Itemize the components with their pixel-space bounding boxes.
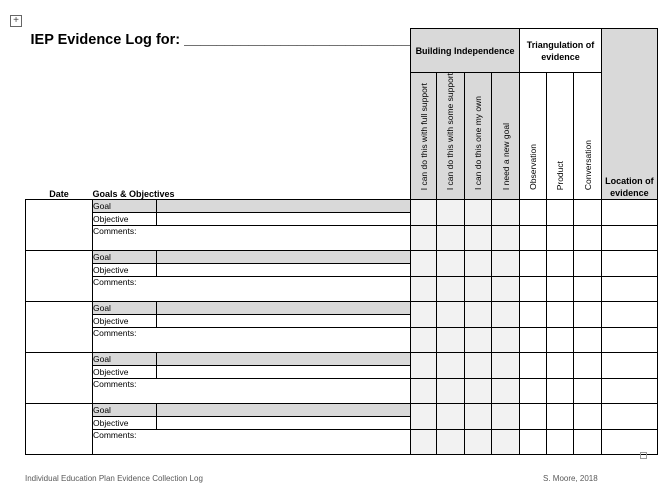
- comments-label: Comments:: [92, 379, 137, 390]
- checkbox-cell[interactable]: [410, 404, 436, 430]
- triangulation-col-label: Product: [555, 160, 566, 191]
- goals-objectives-header: Goals & Objectives: [92, 73, 410, 200]
- independence-col-label: I can do this one my own: [472, 96, 483, 191]
- checkbox-cell[interactable]: [546, 277, 574, 302]
- checkbox-cell[interactable]: [491, 277, 519, 302]
- checkbox-cell[interactable]: [437, 200, 464, 226]
- triangulation-col-label: Observation: [528, 144, 539, 191]
- building-independence-header: Building Independence: [410, 29, 519, 73]
- goal-label: Goal: [92, 200, 156, 213]
- table-row: [26, 430, 658, 443]
- independence-col-header: [464, 73, 491, 200]
- checkbox-cell[interactable]: [491, 328, 519, 353]
- checkbox-cell[interactable]: [546, 302, 574, 328]
- checkbox-cell[interactable]: [437, 302, 464, 328]
- table-row: [26, 302, 658, 315]
- independence-col-label: I can do this with full support: [418, 82, 429, 191]
- comments-field[interactable]: [92, 277, 410, 302]
- checkbox-cell[interactable]: [410, 353, 436, 379]
- location-cell[interactable]: [601, 302, 657, 328]
- goal-field[interactable]: [156, 251, 410, 264]
- date-cell[interactable]: [26, 353, 93, 404]
- independence-col-header: [437, 73, 464, 200]
- independence-col-label: I can do this with some support: [445, 73, 456, 191]
- triangulation-col-header: [574, 73, 602, 200]
- table-row: [26, 379, 658, 392]
- objective-label: Objective: [92, 417, 156, 430]
- checkbox-cell[interactable]: [574, 430, 602, 455]
- checkbox-cell[interactable]: [574, 226, 602, 251]
- evidence-log-table: [25, 28, 658, 455]
- checkbox-cell[interactable]: [546, 353, 574, 379]
- triangulation-col-header: [520, 73, 547, 200]
- checkbox-cell[interactable]: [437, 277, 464, 302]
- table-row: [26, 226, 658, 239]
- location-cell[interactable]: [601, 404, 657, 430]
- checkbox-cell[interactable]: [491, 302, 519, 328]
- log-body: [26, 200, 658, 455]
- location-cell[interactable]: [601, 353, 657, 379]
- checkbox-cell[interactable]: [574, 404, 602, 430]
- objective-field[interactable]: [156, 366, 410, 379]
- checkbox-cell[interactable]: [464, 430, 491, 455]
- checkbox-cell[interactable]: [520, 328, 547, 353]
- date-cell[interactable]: [26, 302, 93, 353]
- comments-label: Comments:: [92, 430, 137, 441]
- checkbox-cell[interactable]: [546, 251, 574, 277]
- table-resize-handle-icon[interactable]: [640, 452, 647, 459]
- log-header: [26, 29, 658, 200]
- goal-field[interactable]: [156, 404, 410, 417]
- checkbox-cell[interactable]: [491, 251, 519, 277]
- date-cell[interactable]: [26, 251, 93, 302]
- checkbox-cell[interactable]: [437, 251, 464, 277]
- table-row: [26, 200, 658, 213]
- checkbox-cell[interactable]: [520, 277, 547, 302]
- location-of-evidence-header: Location of evidence: [601, 29, 657, 200]
- checkbox-cell[interactable]: [491, 353, 519, 379]
- checkbox-cell[interactable]: [491, 404, 519, 430]
- checkbox-cell[interactable]: [437, 430, 464, 455]
- objective-field[interactable]: [156, 315, 410, 328]
- date-cell[interactable]: [26, 404, 93, 455]
- objective-label: Objective: [92, 213, 156, 226]
- goal-field[interactable]: [156, 200, 410, 213]
- checkbox-cell[interactable]: [491, 200, 519, 226]
- date-header: Date: [26, 73, 93, 200]
- checkbox-cell[interactable]: [464, 328, 491, 353]
- objective-label: Objective: [92, 264, 156, 277]
- table-row: [26, 251, 658, 264]
- checkbox-cell[interactable]: [491, 379, 519, 404]
- checkbox-cell[interactable]: [464, 200, 491, 226]
- checkbox-cell[interactable]: [546, 226, 574, 251]
- checkbox-cell[interactable]: [464, 379, 491, 404]
- goal-label: Goal: [92, 302, 156, 315]
- location-cell[interactable]: [601, 328, 657, 353]
- table-row: [26, 404, 658, 417]
- date-cell[interactable]: [26, 200, 93, 251]
- checkbox-cell[interactable]: [437, 404, 464, 430]
- goal-field[interactable]: [156, 302, 410, 315]
- checkbox-cell[interactable]: [574, 353, 602, 379]
- checkbox-cell[interactable]: [437, 353, 464, 379]
- table-row: [26, 328, 658, 341]
- checkbox-cell[interactable]: [410, 200, 436, 226]
- checkbox-cell[interactable]: [410, 328, 436, 353]
- objective-field[interactable]: [156, 213, 410, 226]
- triangulation-col-label: Conversation: [582, 140, 593, 191]
- checkbox-cell[interactable]: [410, 277, 436, 302]
- checkbox-cell[interactable]: [546, 328, 574, 353]
- independence-col-header: [410, 73, 436, 200]
- location-cell[interactable]: [601, 226, 657, 251]
- checkbox-cell[interactable]: [520, 353, 547, 379]
- checkbox-cell[interactable]: [464, 277, 491, 302]
- table-move-handle-icon[interactable]: +: [10, 15, 22, 27]
- checkbox-cell[interactable]: [546, 200, 574, 226]
- checkbox-cell[interactable]: [464, 302, 491, 328]
- objective-field[interactable]: [156, 264, 410, 277]
- checkbox-cell[interactable]: [574, 379, 602, 404]
- checkbox-cell[interactable]: [574, 302, 602, 328]
- checkbox-cell[interactable]: [464, 404, 491, 430]
- checkbox-cell[interactable]: [574, 277, 602, 302]
- footer-left: Individual Education Plan Evidence Collection Log: [25, 474, 203, 483]
- location-cell[interactable]: [601, 277, 657, 302]
- location-cell[interactable]: [601, 379, 657, 404]
- checkbox-cell[interactable]: [410, 430, 436, 455]
- comments-field[interactable]: [92, 226, 410, 251]
- checkbox-cell[interactable]: [574, 328, 602, 353]
- checkbox-cell[interactable]: [410, 379, 436, 404]
- comments-field[interactable]: [92, 328, 410, 353]
- triangulation-header: Triangulation of evidence: [520, 29, 602, 73]
- checkbox-cell[interactable]: [520, 379, 547, 404]
- objective-label: Objective: [92, 315, 156, 328]
- page-title: IEP Evidence Log for: ____________________________: [30, 31, 410, 48]
- goal-label: Goal: [92, 353, 156, 366]
- checkbox-cell[interactable]: [546, 430, 574, 455]
- location-cell[interactable]: [601, 200, 657, 226]
- location-cell[interactable]: [601, 251, 657, 277]
- independence-col-header: [491, 73, 519, 200]
- title-cell: [26, 29, 411, 73]
- checkbox-cell[interactable]: [437, 328, 464, 353]
- independence-col-label: I need a new goal: [500, 123, 511, 191]
- checkbox-cell[interactable]: [410, 302, 436, 328]
- checkbox-cell[interactable]: [437, 226, 464, 251]
- checkbox-cell[interactable]: [464, 251, 491, 277]
- table-row: [26, 353, 658, 366]
- goal-label: Goal: [92, 404, 156, 417]
- checkbox-cell[interactable]: [520, 200, 547, 226]
- goal-field[interactable]: [156, 353, 410, 366]
- location-cell[interactable]: [601, 430, 657, 455]
- checkbox-cell[interactable]: [520, 251, 547, 277]
- checkbox-cell[interactable]: [520, 404, 547, 430]
- checkbox-cell[interactable]: [574, 200, 602, 226]
- checkbox-cell[interactable]: [520, 226, 547, 251]
- checkbox-cell[interactable]: [546, 404, 574, 430]
- comments-field[interactable]: [92, 430, 410, 455]
- triangulation-col-header: [546, 73, 574, 200]
- checkbox-cell[interactable]: [410, 226, 436, 251]
- checkbox-cell[interactable]: [491, 226, 519, 251]
- objective-label: Objective: [92, 366, 156, 379]
- table-row: [26, 277, 658, 290]
- goal-label: Goal: [92, 251, 156, 264]
- checkbox-cell[interactable]: [520, 430, 547, 455]
- comments-label: Comments:: [92, 328, 137, 339]
- comments-label: Comments:: [92, 277, 137, 288]
- checkbox-cell[interactable]: [574, 251, 602, 277]
- checkbox-cell[interactable]: [464, 226, 491, 251]
- checkbox-cell[interactable]: [437, 379, 464, 404]
- footer-right: S. Moore, 2018: [543, 474, 598, 483]
- checkbox-cell[interactable]: [546, 379, 574, 404]
- checkbox-cell[interactable]: [410, 251, 436, 277]
- objective-field[interactable]: [156, 417, 410, 430]
- comments-label: Comments:: [92, 226, 137, 237]
- checkbox-cell[interactable]: [464, 353, 491, 379]
- comments-field[interactable]: [92, 379, 410, 404]
- checkbox-cell[interactable]: [491, 430, 519, 455]
- checkbox-cell[interactable]: [520, 302, 547, 328]
